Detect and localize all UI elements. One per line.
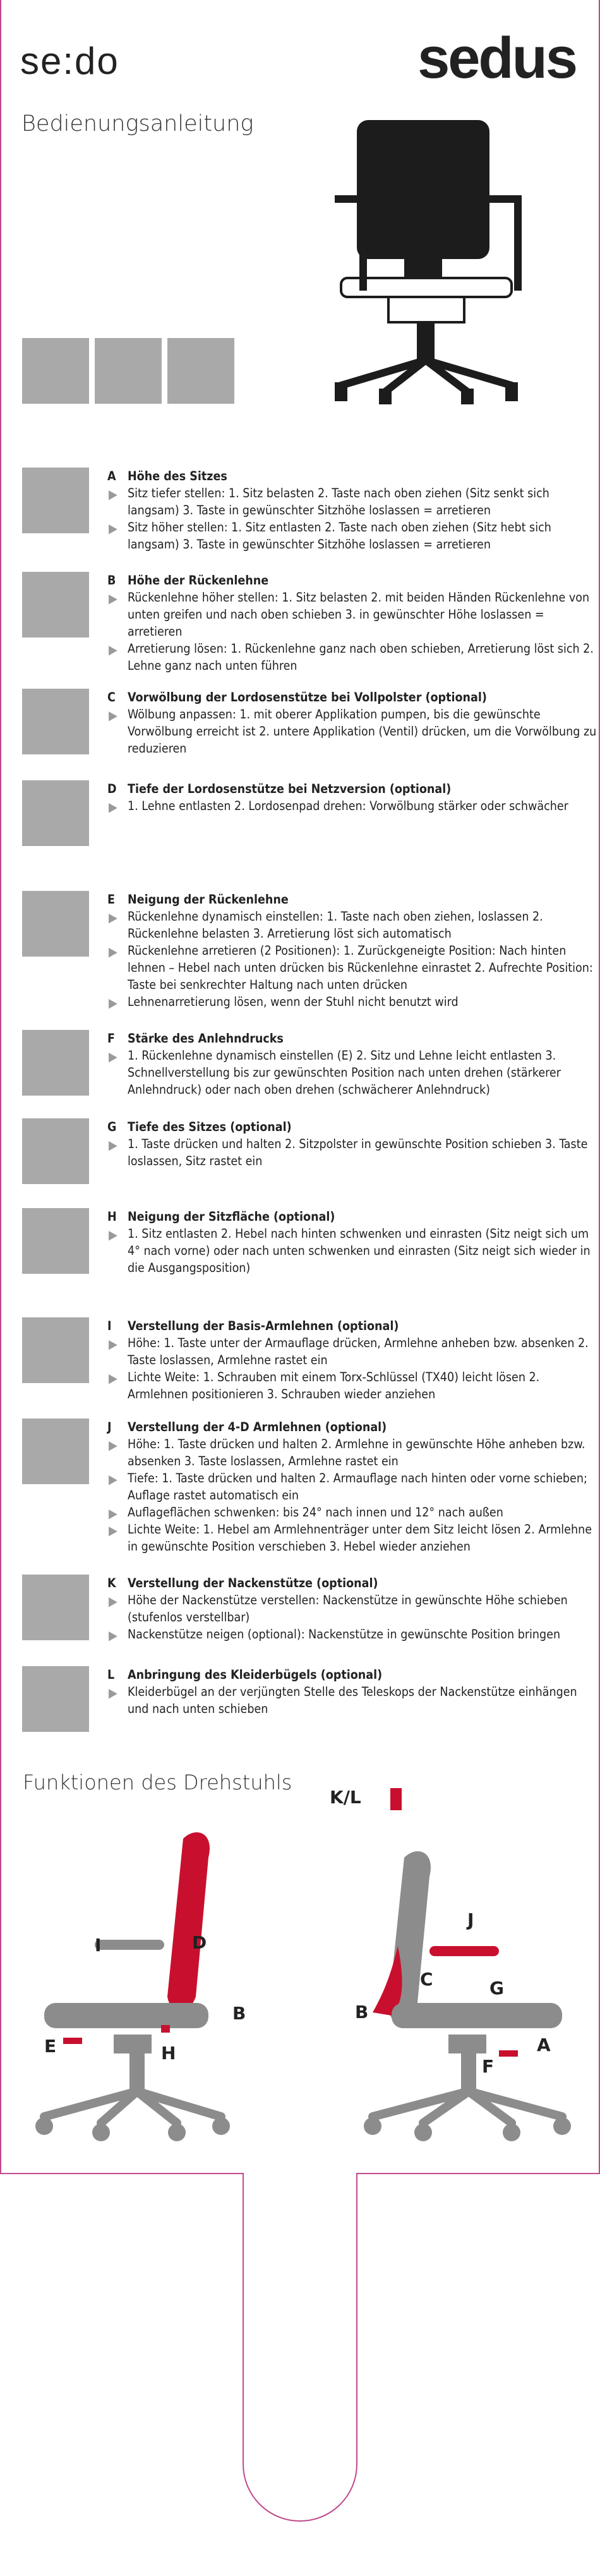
section-title: Höhe des Sitzes [128,469,227,483]
section-title: Verstellung der 4-D Armlehnen (optional) [128,1420,387,1434]
product-logo: se:do [20,40,119,82]
section-title: Anbringung des Kleiderbügels (optional) [128,1667,383,1682]
section-title: Tiefe der Lordosenstütze bei Netzversion (optional) [128,782,452,796]
bullet-triangle-icon: ▶ [109,1593,117,1609]
instruction-line: ▶ 1. Rückenlehne dynamisch einstellen (E) 2. Sitz und Lehne leicht entlasten 3. Schnellverstellung bis zur gewünschten Position nach unten drehen (stärkerer Anlehndruck) oder nach oben drehen (schwächerer Anlehndruck) [109,1048,561,1097]
chair-adjust-icon [22,1118,89,1184]
label-I: I [95,1935,102,1956]
bullet-triangle-icon: ▶ [109,995,117,1010]
label-D: D [192,1932,207,1953]
instruction-line: ▶ Sitz höher stellen: 1. Sitz entlasten 2. Taste nach oben ziehen (Sitz hebt sich langsam) 3. Taste in gewünschter Sitzhöhe loslassen = arretieren [109,520,551,552]
label-H: H [161,2043,176,2064]
chair-front-icon [167,338,234,404]
section-heading [107,1418,600,1436]
section-heading [107,572,600,589]
instruction-line: ▶ 1. Lehne entlasten 2. Lordosenpad drehen: Vorwölbung stärker oder schwächer [109,799,568,814]
instruction-line: ▶ Wölbung anpassen: 1. mit oberer Applikation pumpen, bis die gewünschte Vorwölbung erreicht ist 2. untere Applikation (Ventil) drücken, um die Vorwölbung zu reduzieren [109,707,597,756]
bullet-triangle-icon: ▶ [109,642,117,657]
section-letter: I [107,1319,112,1333]
bullet-triangle-icon: ▶ [109,1437,117,1453]
section-letter: L [107,1667,115,1682]
bullet-triangle-icon: ▶ [109,1336,117,1351]
label-A: A [537,2035,551,2055]
label-E: E [44,2036,57,2057]
instruction-line: ▶ Lichte Weite: 1. Hebel am Armlehnenträger unter dem Sitz leicht lösen 2. Armlehne in gewünschte Position verschieben 3. Hebel wieder anziehen [109,1522,592,1554]
instruction-line: ▶ Tiefe: 1. Taste drücken und halten 2. Armauflage nach hinten oder vorne schieben; Auflage rastet automatisch ein [109,1471,587,1503]
instruction-line: ▶ Rückenlehne arretieren (2 Positionen): 1. Zurückgeneigte Position: Nach hinten lehnen – Hebel nach unten drücken bis Rückenlehne einrastet 2. Aufrechte Position: Taste bei senkrechter Haltung nach unten drücken [109,943,593,992]
chair-adjust-icon [22,891,89,957]
bullet-triangle-icon: ▶ [109,708,117,723]
section-heading [107,468,600,485]
chair-adjust-icon [22,689,89,754]
instruction-line: ▶ Kleiderbügel an der verjüngten Stelle des Teleskops der Nackenstütze einhängen und nach unten schieben [109,1684,577,1716]
bullet-triangle-icon: ▶ [109,1472,117,1487]
label-J: J [467,1909,474,1930]
bullet-triangle-icon: ▶ [109,1370,117,1386]
bullet-triangle-icon: ▶ [109,1227,117,1242]
bullet-triangle-icon: ▶ [109,1137,117,1152]
bullet-triangle-icon: ▶ [109,1523,117,1538]
section-heading [107,689,600,706]
chair-function-diagram [19,1788,587,2142]
bullet-triangle-icon: ▶ [109,944,117,959]
section-title: Neigung der Sitzfläche (optional) [128,1209,335,1224]
bullet-triangle-icon: ▶ [109,910,117,925]
section-heading [107,891,600,908]
document-title: Bedienungsanleitung [21,111,254,136]
bullet-triangle-icon: ▶ [109,799,117,814]
chair-adjust-icon [22,780,89,846]
section-title: Höhe der Rückenlehne [128,573,269,588]
section-heading [107,1118,600,1135]
chair-adjust-icon [22,1418,89,1484]
chair-adjust-icon [22,572,89,638]
bullet-triangle-icon: ▶ [109,1506,117,1521]
chair-adjust-icon [22,1575,89,1640]
overview-icons [22,338,234,404]
section-letter: G [107,1120,117,1134]
section-title: Stärke des Anlehndrucks [128,1031,284,1046]
instruction-line: ▶ Rückenlehne höher stellen: 1. Sitz belasten 2. mit beiden Händen Rückenlehne von unten greifen und nach oben schieben 3. in gewünschter Höhe loslassen = arretieren [109,590,590,639]
chair-front-icon [22,338,89,404]
label-G: G [489,1978,504,1999]
section-heading [107,1575,600,1592]
section-letter: B [107,573,116,588]
chair-adjust-icon [22,1666,89,1732]
label-F: F [482,2056,495,2077]
section-letter: C [107,690,116,704]
instruction-line: ▶ 1. Sitz entlasten 2. Hebel nach hinten schwenken und einrasten (Sitz neigt sich um 4° nach vorne) oder nach unten schwenken und einrasten (Sitz neigt sich wieder in die Ausgangsposition) [109,1226,591,1275]
section-letter: K [107,1576,116,1590]
chair-front-icon [95,338,162,404]
instruction-line: ▶ Nackenstütze neigen (optional): Nackenstütze in gewünschte Position bringen [109,1627,561,1643]
chair-adjust-icon [22,468,89,533]
section-heading [107,780,600,797]
section-title: Vorwölbung der Lordosenstütze bei Vollpolster (optional) [128,690,487,704]
bullet-triangle-icon: ▶ [109,521,117,536]
bullet-triangle-icon: ▶ [109,1049,117,1064]
instruction-line: ▶ 1. Taste drücken und halten 2. Sitzpolster in gewünschte Position schieben 3. Taste loslassen, Sitz rastet ein [109,1137,588,1168]
instruction-line: ▶ Arretierung lösen: 1. Rückenlehne ganz nach oben schieben, Arretierung löst sich 2. Lehne ganz nach unten führen [109,641,594,673]
section-title: Verstellung der Nackenstütze (optional) [128,1576,378,1590]
instruction-line: ▶ Höhe: 1. Taste unter der Armauflage drücken, Armlehne anheben bzw. absenken 2. Taste loslassen, Armlehne rastet ein [109,1336,589,1367]
label-B-right: B [355,2002,369,2023]
label-KL: K/L [330,1787,361,1808]
chair-adjust-icon [22,1317,89,1383]
section-heading [107,1317,600,1334]
functions-title: Funktionen des Drehstuhls [23,1770,292,1794]
section-letter: E [107,892,115,907]
section-heading [107,1208,600,1225]
section-letter: F [107,1031,115,1046]
bullet-triangle-icon: ▶ [109,1628,117,1643]
section-title: Tiefe des Sitzes (optional) [128,1120,292,1134]
section-title: Verstellung der Basis-Armlehnen (optional) [128,1319,399,1333]
section-letter: H [107,1209,117,1224]
section-title: Neigung der Rückenlehne [128,892,289,907]
section-heading [107,1030,600,1047]
instruction-line: ▶ Rückenlehne dynamisch einstellen: 1. Taste nach oben ziehen, loslassen 2. Rückenlehne belasten 3. Arretierung löst sich automatisch [109,909,543,941]
section-letter: D [107,782,117,796]
section-letter: A [107,469,116,483]
instruction-line: ▶ Auflageflächen schwenken: bis 24° nach innen und 12° nach außen [109,1505,503,1521]
company-logo: sedus [417,26,576,90]
bullet-triangle-icon: ▶ [109,1685,117,1700]
bullet-triangle-icon: ▶ [109,591,117,606]
label-C: C [420,1969,433,1990]
chair-adjust-icon [22,1030,89,1096]
chair-adjust-icon [22,1208,89,1274]
label-B: B [232,2003,246,2024]
instruction-line: ▶ Höhe der Nackenstütze verstellen: Nackenstütze in gewünschte Höhe schieben (stufenlos verstellbar) [109,1593,568,1624]
instruction-line: ▶ Lichte Weite: 1. Schrauben mit einem Torx-Schlüssel (TX40) leicht lösen 2. Armlehnen positionieren 3. Schrauben wieder anziehen [109,1370,540,1401]
bullet-triangle-icon: ▶ [109,487,117,502]
instruction-line: ▶ Höhe: 1. Taste drücken und halten 2. Armlehne in gewünschte Höhe anheben bzw. absenken 3. Taste loslassen, Armlehne rastet ein [109,1437,585,1468]
section-heading [107,1666,600,1683]
chair-hero-illustration [328,114,524,404]
section-letter: J [107,1420,112,1434]
instruction-line: ▶ Lehnenarretierung lösen, wenn der Stuhl nicht benutzt wird [109,995,459,1010]
instruction-line: ▶ Sitz tiefer stellen: 1. Sitz belasten 2. Taste nach oben ziehen (Sitz senkt sich langsam) 3. Taste in gewünschter Sitzhöhe loslassen = arretieren [109,486,549,517]
